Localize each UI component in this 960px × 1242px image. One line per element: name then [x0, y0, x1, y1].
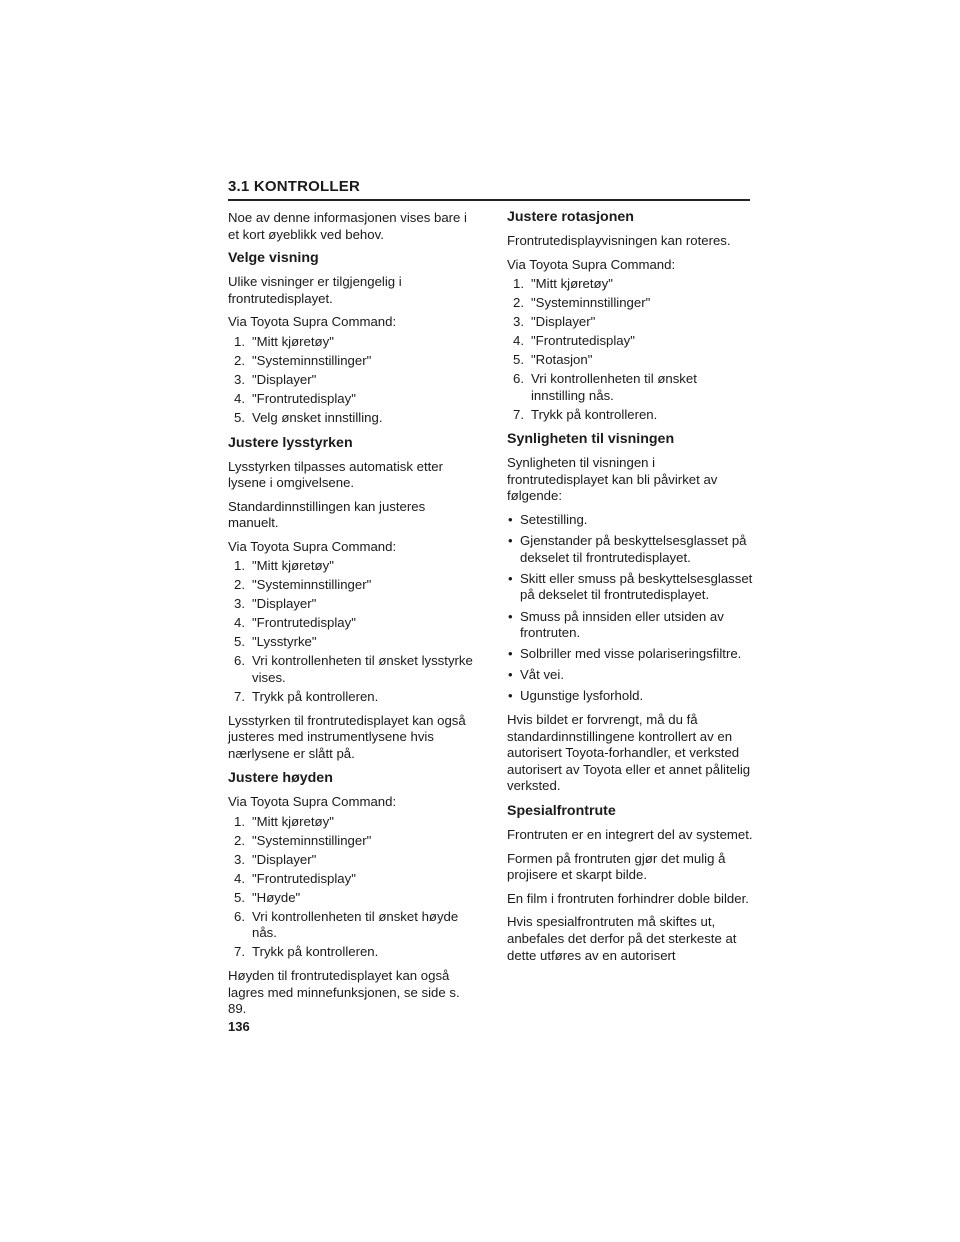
heading-velge-visning: Velge visning	[228, 250, 319, 267]
paragraph: Ulike visninger er tilgjengelig i frontrutedisplayet.	[228, 274, 402, 306]
step-item: 5. "Høyde"	[234, 889, 301, 905]
intro-paragraph: Noe av denne informasjonen vises bare i et kort øyeblikk ved behov.	[228, 210, 467, 242]
paragraph: Formen på frontruten gjør det mulig å projisere et skarpt bilde.	[507, 850, 726, 883]
step-item: 2. "Systeminnstillinger"	[234, 577, 372, 593]
heading-justere-lysstyrken: Justere lysstyrken	[228, 434, 353, 451]
step-item: 5. "Lysstyrke"	[234, 634, 317, 650]
bullets-synligheten	[507, 512, 753, 705]
step-item: 2. "Systeminnstillinger"	[234, 832, 372, 848]
step-item: 3. "Displayer"	[234, 851, 317, 867]
step-item: 7. Trykk på kontrolleren.	[234, 944, 379, 960]
heading-synligheten: Synligheten til visningen	[507, 431, 675, 448]
paragraph: Høyden til frontrutedisplayet kan også lagres med minnefunksjonen, se side s. 89.	[228, 968, 460, 1017]
paragraph: Via Toyota Supra Command:	[228, 314, 397, 330]
paragraph: Synligheten til visningen i frontrutedisplayet kan bli påvirket av følgende:	[507, 455, 718, 504]
steps-justere-lysstyrken	[228, 558, 474, 705]
bullet-item: • Solbriller med visse polariseringsfiltre.	[507, 646, 753, 663]
bullet-item: • Ugunstige lysforhold.	[507, 688, 753, 705]
left-column	[228, 210, 474, 1025]
right-column	[507, 208, 753, 971]
paragraph: Via Toyota Supra Command:	[228, 794, 397, 810]
bullet-item: • Skitt eller smuss på beskyttelsesglasset på dekselet til frontrutedisplayet.	[507, 571, 753, 604]
step-item: 3. "Displayer"	[234, 596, 317, 612]
heading-spesialfrontrute: Spesialfrontrute	[507, 802, 616, 819]
step-item: 4. "Frontrutedisplay"	[234, 390, 356, 406]
step-item: 3. "Displayer"	[513, 314, 596, 330]
steps-justere-rotasjonen	[507, 276, 753, 423]
step-item: 4. "Frontrutedisplay"	[513, 333, 635, 349]
step-item: 1. "Mitt kjøretøy"	[234, 558, 334, 574]
step-item: 7. Trykk på kontrolleren.	[513, 406, 658, 422]
section-header: 3.1 KONTROLLER	[228, 178, 750, 201]
paragraph: Via Toyota Supra Command:	[507, 256, 676, 272]
heading-justere-hoyden: Justere høyden	[228, 770, 333, 787]
step-item: 4. "Frontrutedisplay"	[234, 615, 356, 631]
step-item: 1. "Mitt kjøretøy"	[513, 276, 613, 292]
step-item: 2. "Systeminnstillinger"	[234, 352, 372, 368]
step-item: 7. Trykk på kontrolleren.	[234, 688, 379, 704]
paragraph: Hvis spesialfrontruten må skiftes ut, anbefales det derfor på det sterkeste at dette utføres av en autorisert	[507, 914, 737, 963]
bullet-item: • Setestilling.	[507, 512, 753, 529]
paragraph: Via Toyota Supra Command:	[228, 538, 397, 554]
paragraph: Lysstyrken til frontrutedisplayet kan også justeres med instrumentlysene hvis nærlysene er slått på.	[228, 712, 466, 761]
heading-justere-rotasjonen: Justere rotasjonen	[507, 209, 634, 225]
paragraph: En film i frontruten forhindrer doble bilder.	[507, 890, 749, 906]
step-item: 5. Velg ønsket innstilling.	[234, 409, 383, 425]
step-item: 6. Vri kontrollenheten til ønsket innstilling nås.	[513, 371, 697, 403]
paragraph: Frontrutedisplayvisningen kan roteres.	[507, 233, 731, 248]
step-item: 1. "Mitt kjøretøy"	[234, 333, 334, 349]
step-item: 3. "Displayer"	[234, 371, 317, 387]
steps-justere-hoyden	[228, 814, 474, 961]
steps-velge-visning	[228, 334, 474, 427]
step-item: 1. "Mitt kjøretøy"	[234, 813, 334, 829]
step-item: 4. "Frontrutedisplay"	[234, 870, 356, 886]
bullet-item: • Gjenstander på beskyttelsesglasset på dekselet til frontrutedisplayet.	[507, 533, 753, 566]
paragraph: Frontruten er en integrert del av systemet.	[507, 826, 753, 842]
step-item: 6. Vri kontrollenheten til ønsket høyde nås.	[234, 908, 459, 941]
bullet-item: • Smuss på innsiden eller utsiden av frontruten.	[507, 609, 753, 642]
paragraph: Lysstyrken tilpasses automatisk etter lysene i omgivelsene.	[228, 458, 443, 491]
paragraph: Standardinnstillingen kan justeres manuelt.	[228, 498, 426, 531]
step-item: 6. Vri kontrollenheten til ønsket lysstyrke vises.	[234, 653, 473, 685]
paragraph: Hvis bildet er forvrengt, må du få standardinnstillingene kontrollert av en autorisert Toyota-forhandler, et verksted autorisert av Toyota eller et annet pålitelig verksted.	[507, 712, 751, 794]
bullet-item: • Våt vei.	[507, 667, 753, 684]
page-number: 136	[228, 1019, 250, 1034]
step-item: 2. "Systeminnstillinger"	[513, 295, 651, 311]
step-item: 5. "Rotasjon"	[513, 352, 593, 368]
